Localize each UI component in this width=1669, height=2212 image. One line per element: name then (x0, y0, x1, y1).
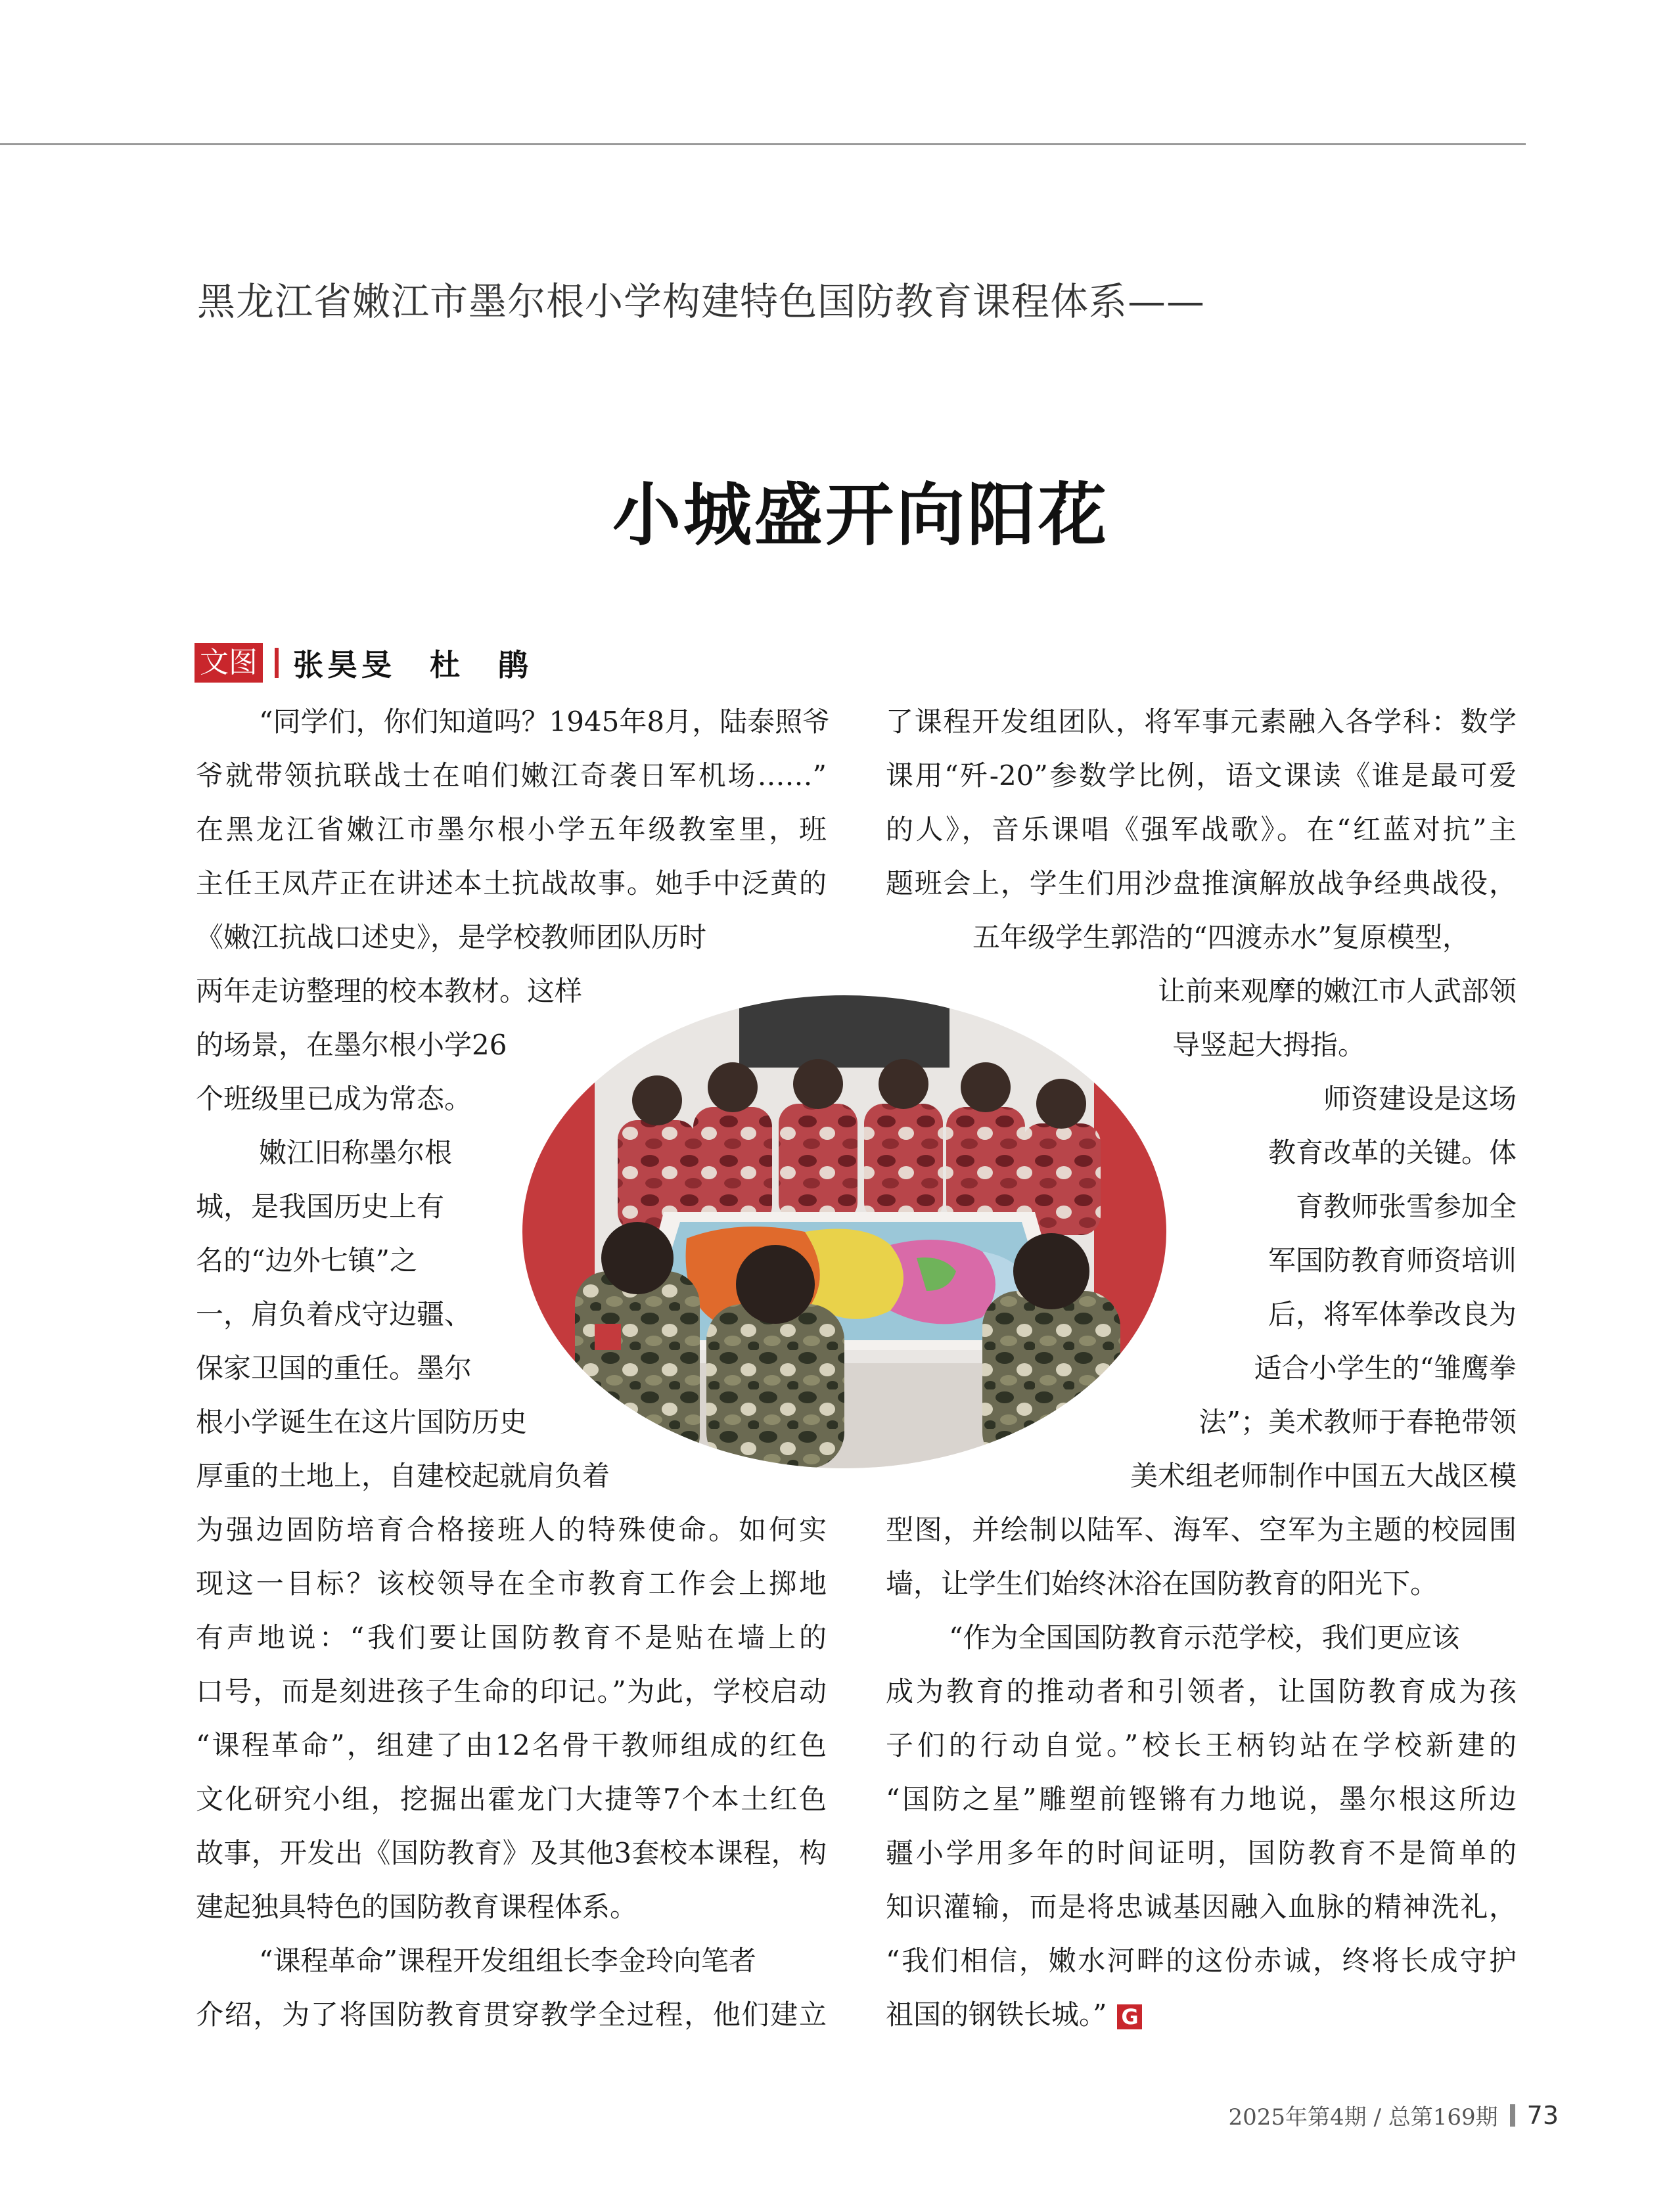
text-line: 爷就带领抗联战士在咱们嫩江奇袭日军机场……” (196, 759, 827, 792)
text-line: 祖国的钢铁长城。” (886, 1998, 1107, 2031)
text-line: “课程革命”课程开发组组长李金玲向笔者 (259, 1945, 756, 1977)
text-line: 疆小学用多年的时间证明，国防教育不是简单的 (886, 1837, 1517, 1869)
article-title: 小城盛开向阳花 (612, 475, 1109, 555)
text-line: 城，是我国历史上有 (196, 1190, 445, 1223)
text-line: 军国防教育师资培训 (1268, 1244, 1517, 1276)
text-line: 墙，让学生们始终沐浴在国防教育的阳光下。 (886, 1568, 1438, 1600)
text-line: 教育改革的关键。体 (1268, 1137, 1517, 1169)
text-line: 建起独具特色的国防教育课程体系。 (196, 1891, 638, 1923)
text-line: 的场景，在墨尔根小学26 (196, 1029, 507, 1061)
text-line: 厚重的土地上，自建校起就肩负着 (196, 1460, 610, 1492)
text-line: 课用“歼-20”参数学比例，语文课读《谁是最可爱 (886, 759, 1517, 792)
issue-info: 2025年第4期 / 总第169期 (1228, 2104, 1498, 2131)
photo-screen (739, 995, 949, 1068)
text-line: 题班会上，学生们用沙盘推演解放战争经典战役， (886, 867, 1517, 899)
text-line: 《嫩江抗战口述史》，是学校教师团队历时 (196, 921, 707, 953)
text-line: 知识灌输，而是将忠诚基因融入血脉的精神洗礼， (886, 1891, 1517, 1923)
text-line: 为强边固防培育合格接班人的特殊使命。如何实 (196, 1514, 827, 1546)
byline-authors: 张昊旻 杜 鹃 (293, 647, 532, 683)
text-line: 嫩江旧称墨尔根 (259, 1137, 453, 1169)
byline-separator (275, 648, 279, 678)
header-rule (0, 143, 1526, 145)
text-line: 主任王凤芹正在讲述本土抗战故事。她手中泛黄的 (196, 867, 827, 899)
text-line: “国防之星”雕塑前铿锵有力地说，墨尔根这所边 (886, 1783, 1517, 1815)
text-line: 口号，而是刻进孩子生命的印记。”为此，学校启动 (196, 1675, 827, 1707)
text-line: 了课程开发组团队，将军事元素融入各学科：数学 (886, 706, 1517, 738)
page-number: 73 (1526, 2100, 1559, 2130)
text-line: 介绍，为了将国防教育贯穿教学全过程，他们建立 (196, 1998, 827, 2031)
end-mark-icon: G (1117, 2004, 1142, 2029)
text-line: 保家卫国的重任。墨尔 (196, 1352, 472, 1384)
article-kicker: 黑龙江省嫩江市墨尔根小学构建特色国防教育课程体系—— (197, 279, 1206, 324)
text-line: 一，肩负着戍守边疆、 (196, 1298, 472, 1330)
photo-red-panel (522, 995, 595, 1468)
text-line: 适合小学生的“雏鹰拳 (1254, 1352, 1517, 1384)
text-line: 现这一目标？该校领导在全市教育工作会上掷地 (196, 1568, 827, 1600)
text-line-last (886, 1988, 1142, 2042)
text-line: 五年级学生郭浩的“四渡赤水”复原模型， (972, 921, 1470, 953)
text-line: “同学们，你们知道吗？1945年8月，陆泰照爷 (259, 706, 831, 738)
text-line: 名的“边外七镇”之 (196, 1244, 417, 1276)
text-line: 让前来观摩的嫩江市人武部领 (1157, 975, 1517, 1007)
text-line: 后，将军体拳改良为 (1268, 1298, 1517, 1330)
photo-illustration (522, 995, 1166, 1468)
text-line: 成为教育的推动者和引领者，让国防教育成为孩 (886, 1675, 1517, 1707)
text-line: 根小学诞生在这片国防历史 (196, 1406, 528, 1438)
byline-tag: 文图 (194, 643, 263, 683)
byline (194, 641, 532, 685)
text-line: 两年走访整理的校本教材。这样 (196, 975, 583, 1007)
text-line: 的人》，音乐课唱《强军战歌》。在“红蓝对抗”主 (886, 813, 1517, 846)
text-line: “课程革命”，组建了由12名骨干教师组成的红色 (196, 1729, 827, 1761)
text-line: 子们的行动自觉。”校长王柄钧站在学校新建的 (886, 1729, 1517, 1761)
text-line: 在黑龙江省嫩江市墨尔根小学五年级教室里，班 (196, 813, 827, 846)
text-line: “我们相信，嫩水河畔的这份赤诚，终将长成守护 (886, 1945, 1517, 1977)
text-line: 法”；美术教师于春艳带领 (1199, 1406, 1517, 1438)
text-line: 育教师张雪参加全 (1295, 1190, 1517, 1223)
page-footer (1229, 2099, 1559, 2131)
text-line: 故事，开发出《国防教育》及其他3套校本课程，构 (196, 1837, 827, 1869)
article-photo (522, 995, 1166, 1468)
photo-red-panel (1094, 995, 1166, 1468)
text-line: “作为全国国防教育示范学校，我们更应该 (949, 1621, 1460, 1654)
text-line: 美术组老师制作中国五大战区模 (1130, 1460, 1517, 1492)
text-line: 文化研究小组，挖掘出霍龙门大捷等7个本土红色 (196, 1783, 827, 1815)
text-line: 型图，并绘制以陆军、海军、空军为主题的校园围 (886, 1514, 1517, 1546)
text-line: 个班级里已成为常态。 (196, 1083, 472, 1115)
footer-separator (1510, 2104, 1515, 2127)
text-line: 师资建设是这场 (1323, 1083, 1517, 1115)
text-line: 导竖起大拇指。 (1172, 1029, 1366, 1061)
text-line: 有声地说：“我们要让国防教育不是贴在墙上的 (196, 1621, 827, 1654)
